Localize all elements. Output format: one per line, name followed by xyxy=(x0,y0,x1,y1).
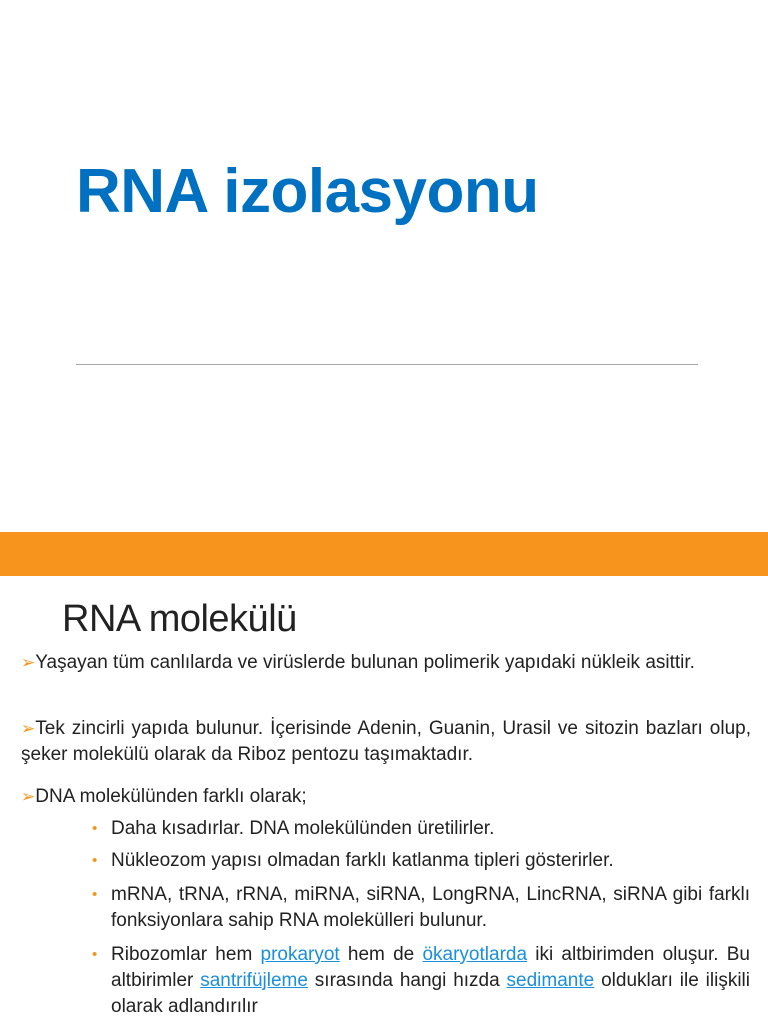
link-okaryotlarda[interactable]: ökaryotlarda xyxy=(422,944,528,965)
sub-bullet-4 xyxy=(92,942,750,1020)
sub-bullet-3 xyxy=(92,882,750,934)
link-sedimante[interactable]: sedimante xyxy=(506,970,595,991)
paragraph-3-text: DNA molekülünden farklı olarak; xyxy=(35,786,307,807)
sub-bullet-1-text: Daha kısadırlar. DNA molekülünden üretilirler. xyxy=(111,818,495,839)
content-slide xyxy=(0,576,768,1024)
bullet-dot-icon: • xyxy=(92,946,98,963)
paragraph-2 xyxy=(21,716,751,768)
section-title: RNA molekülü xyxy=(62,598,297,640)
text-segment: iki altbirimden oluşur. Bu altbirimler xyxy=(111,944,751,991)
arrow-bullet-icon: ➢ xyxy=(21,653,36,672)
link-santrifujleme[interactable]: santrifüjleme xyxy=(200,970,308,991)
sub-bullet-4-text xyxy=(111,942,750,1020)
text-segment: hem de xyxy=(339,944,423,965)
bullet-dot-icon: • xyxy=(92,886,98,903)
bullet-dot-icon: • xyxy=(92,852,98,869)
paragraph-3 xyxy=(21,784,751,810)
bullet-dot-icon: • xyxy=(92,820,98,837)
paragraph-2-text: Tek zincirli yapıda bulunur. İçerisinde Adenin, Guanin, Urasil ve sitozin bazları olup, şeker molekülü olarak da Riboz pentozu taşımaktadır. xyxy=(21,718,751,765)
text-segment: oldukları ile ilişkili olarak adlandırılır xyxy=(111,970,750,1017)
text-segment: Ribozomlar hem xyxy=(111,944,261,965)
divider-line xyxy=(76,364,698,365)
sub-bullet-1 xyxy=(92,816,750,842)
orange-header-bar xyxy=(0,532,768,576)
sub-bullet-3-text: mRNA, tRNA, rRNA, miRNA, siRNA, LongRNA, LincRNA, siRNA gibi farklı fonksiyonlara sahip RNA molekülleri bulunur. xyxy=(111,884,750,931)
link-prokaryot[interactable]: prokaryot xyxy=(260,944,340,965)
paragraph-1-text: Yaşayan tüm canlılarda ve virüslerde bulunan polimerik yapıdaki nükleik asittir. xyxy=(35,652,695,673)
slide-title: RNA izolasyonu xyxy=(76,157,539,226)
sub-bullet-2-text: Nükleozom yapısı olmadan farklı katlanma tipleri gösterirler. xyxy=(111,850,614,871)
arrow-bullet-icon: ➢ xyxy=(21,719,36,738)
text-segment: sırasında hangi hızda xyxy=(307,970,507,991)
sub-bullet-2 xyxy=(92,848,750,874)
paragraph-1 xyxy=(21,650,751,676)
arrow-bullet-icon: ➢ xyxy=(21,787,36,806)
